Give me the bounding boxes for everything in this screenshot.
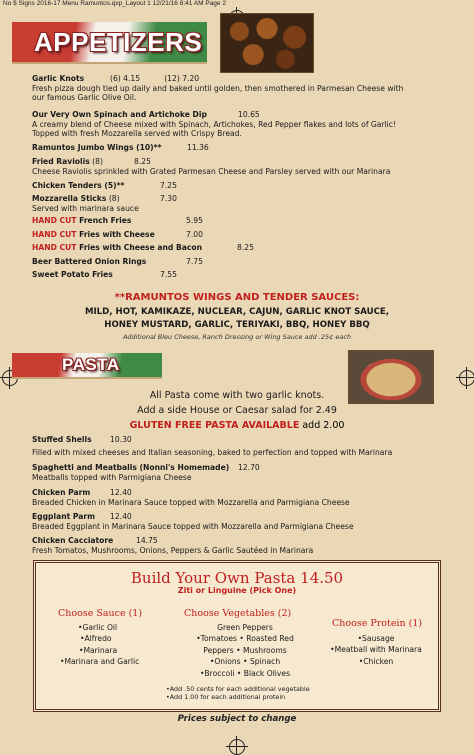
prices-footer: Prices subject to change — [177, 714, 297, 724]
appetizer-item-fried-raviolis — [32, 157, 390, 176]
item-price: 11.36 — [187, 143, 209, 152]
appetizer-item-fries-cheese-bacon — [32, 243, 254, 253]
item-desc: Served with marinara sauce — [32, 203, 139, 213]
item-name: Spaghetti and Meatballs (Nonni's Homemade) — [32, 463, 230, 472]
item-name: Sweet Potato Fries — [32, 270, 113, 279]
appetizers-title: APPETIZERS — [34, 27, 203, 57]
item-name: Mozzarella Sticks — [32, 194, 107, 203]
appetizer-item-fries-cheese — [32, 230, 203, 240]
item-price: 7.00 — [186, 230, 203, 239]
appetizer-item-chicken-tenders — [32, 181, 177, 191]
sauce-option: •Marinara and Garlic — [60, 657, 140, 667]
gluten-free-line — [0, 420, 474, 431]
item-price: 8.25 — [134, 157, 151, 166]
appetizer-item-jumbo-wings — [32, 143, 209, 153]
addon-notes — [166, 685, 310, 701]
pasta-item-stuffed-shells — [32, 435, 392, 457]
hand-cut-label: HAND CUT — [32, 230, 77, 239]
item-name: Fried Raviolis — [32, 157, 90, 166]
item-name: Fries with Cheese — [76, 230, 155, 239]
item-desc: Filled with mixed cheeses and Italian seasoning, baked to perfection and topped with Marinara — [32, 447, 393, 457]
item-price: 7.30 — [160, 194, 177, 203]
item-name: Beer Battered Onion Rings — [32, 257, 147, 266]
vegetable-option: •Tomatoes • Roasted Red — [196, 634, 294, 644]
pasta-item-chicken-parm — [32, 488, 350, 507]
item-name: Chicken Tenders (5)** — [32, 181, 125, 190]
protein-option: •Meatball with Marinara — [330, 645, 422, 655]
addon-vegetable-note: •Add .50 cents for each additional vegetable — [166, 685, 310, 693]
item-desc: Cheese Raviolis sprinkled with Grated Parmesan Cheese and Parsley served with our Marinara — [32, 166, 391, 176]
registration-mark-right — [459, 370, 474, 386]
item-price: 10.65 — [238, 110, 260, 119]
item-desc: our famous Garlic Olive Oil. — [32, 93, 137, 103]
item-price: 7.75 — [186, 257, 203, 266]
item-name: Eggplant Parm — [32, 512, 96, 521]
print-slug: No $ Signs 2016-17 Menu Ramuntos.qxp_Layout 1 12/21/16 8:41 AM Page 2 — [3, 0, 226, 7]
item-name: Garlic Knots — [32, 74, 85, 83]
appetizer-item-spinach-dip — [32, 110, 396, 139]
protein-options — [322, 633, 430, 667]
item-desc: Topped with fresh Mozzarella served with Crispy Bread. — [32, 129, 242, 139]
item-desc: Fresh pizza dough tied up daily and baked until golden, then smothered in Parmesan Cheese with — [32, 83, 404, 93]
item-price: 14.75 — [136, 536, 158, 545]
build-pasta-title: Build Your Own Pasta 14.50 — [130, 569, 344, 587]
item-price: 7.25 — [160, 181, 177, 190]
item-price: 5.95 — [186, 216, 203, 225]
item-price: 12.40 — [110, 512, 132, 521]
item-desc: Breaded Chicken in Marinara Sauce topped with Mozzarella and Parmigiana Cheese — [32, 497, 350, 507]
item-qty: (8) — [108, 194, 120, 203]
sauces-heading: **RAMUNTOS WINGS AND TENDER SAUCES: — [114, 292, 360, 303]
gluten-free-label: GLUTEN FREE PASTA AVAILABLE — [129, 420, 300, 431]
item-desc: Breaded Eggplant in Marinara Sauce topped with Mozzarella and Parmigiana Cheese — [32, 521, 354, 531]
vegetable-option: •Broccoli • Black Olives — [199, 668, 291, 678]
vegetable-options — [182, 622, 308, 679]
item-price: 10.30 — [110, 435, 132, 444]
item-name: Stuffed Shells — [32, 435, 92, 444]
sauce-option: •Garlic Oil — [78, 623, 118, 632]
vegetable-option: Peppers • Mushrooms — [203, 645, 287, 655]
pasta-item-chicken-cacciatore — [32, 536, 313, 555]
pasta-title: PASTA — [62, 355, 120, 374]
pasta-item-spaghetti-meatballs — [32, 463, 260, 482]
pasta-intro-salad: Add a side House or Caesar salad for 2.49 — [137, 405, 337, 416]
item-qty: (8) — [92, 157, 103, 166]
hand-cut-label: HAND CUT — [32, 216, 77, 225]
item-price: 7.55 — [160, 270, 177, 279]
pasta-intro-knots: All Pasta come with two garlic knots. — [149, 390, 325, 401]
sauces-note: Additional Bleu Cheese, Ranch Dressing or Wing Sauce add .25¢ each — [122, 333, 352, 341]
sauce-options — [60, 622, 140, 668]
item-price: 8.25 — [237, 243, 254, 252]
appetizer-photo — [220, 13, 314, 73]
appetizer-item-garlic-knots — [32, 74, 403, 103]
choose-vegetables-heading: Choose Vegetables (2) — [184, 608, 292, 619]
vegetable-option: Green Peppers — [217, 623, 273, 632]
choose-sauce-heading: Choose Sauce (1) — [58, 608, 143, 619]
addon-protein-note: •Add 1.00 for each additional protein — [166, 693, 286, 701]
item-name: Ramuntos Jumbo Wings (10)** — [32, 143, 162, 152]
pasta-item-eggplant-parm — [32, 512, 354, 531]
item-desc: Meatballs topped with Parmigiana Cheese — [32, 472, 192, 482]
build-your-own-pasta-box — [33, 560, 441, 712]
build-pasta-subtitle: Ziti or Linguine (Pick One) — [177, 586, 297, 595]
vegetable-option: •Onions • Spinach — [209, 657, 281, 667]
registration-mark-bottom — [229, 739, 245, 755]
item-name: French Fries — [76, 216, 132, 225]
item-name: Chicken Cacciatore — [32, 536, 114, 545]
gluten-free-price: add 2.00 — [299, 420, 345, 431]
sauce-option: •Marinara — [79, 645, 118, 655]
item-name: Our Very Own Spinach and Artichoke Dip — [32, 110, 207, 119]
protein-option: •Sausage — [357, 634, 395, 643]
item-desc: A creamy blend of Cheese mixed with Spinach, Artichokes, Red Pepper flakes and lots of Garlic! — [32, 119, 397, 129]
sauces-line-2: HONEY MUSTARD, GARLIC, TERIYAKI, BBQ, HONEY BBQ — [104, 320, 370, 330]
item-name: Chicken Parm — [32, 488, 91, 497]
protein-option: •Chicken — [358, 656, 394, 666]
item-price: 12.40 — [110, 488, 132, 497]
appetizer-item-mozzarella-sticks — [32, 194, 177, 213]
sauces-line-1: MILD, HOT, KAMIKAZE, NUCLEAR, CAJUN, GARLIC KNOT SAUCE, — [84, 307, 390, 317]
item-price: 12.70 — [238, 463, 260, 472]
hand-cut-label: HAND CUT — [32, 243, 77, 252]
item-name: Fries with Cheese and Bacon — [76, 243, 203, 252]
choose-protein-heading: Choose Protein (1) — [332, 618, 423, 629]
item-price: (6) 4.15 (12) 7.20 — [110, 74, 200, 83]
appetizer-item-french-fries — [32, 216, 203, 226]
sauce-option: •Alfredo — [80, 634, 112, 644]
appetizer-item-onion-rings — [32, 257, 203, 267]
item-desc: Fresh Tomatos, Mushrooms, Onions, Peppers & Garlic Sautéed in Marinara — [32, 545, 314, 555]
appetizer-item-sweet-potato-fries — [32, 270, 177, 280]
